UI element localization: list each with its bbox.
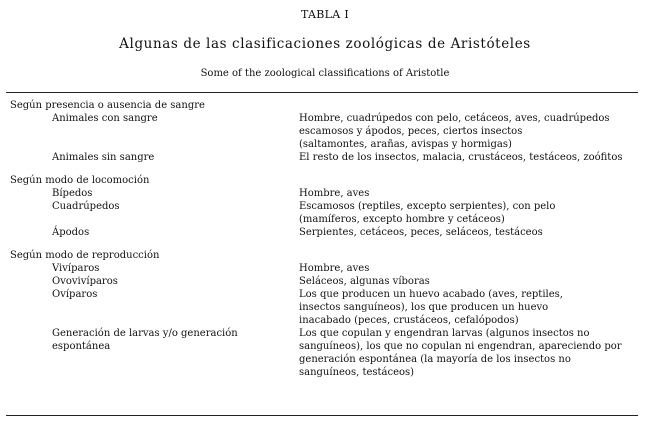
category-line: Ovíparos xyxy=(52,289,98,300)
description-line: Serpientes, cetáceos, peces, seláceos, testáceos xyxy=(299,227,543,238)
category-cell xyxy=(10,327,255,379)
table-title-spanish: Algunas de las clasificaciones zoológicas de Aristóteles xyxy=(119,36,531,52)
description-cell xyxy=(255,327,642,379)
classification-table xyxy=(10,99,642,389)
category-cell xyxy=(10,112,255,151)
table-label: TABLA I xyxy=(301,8,349,21)
description-cell xyxy=(255,112,642,151)
category-cell xyxy=(10,226,255,239)
description-cell xyxy=(255,200,642,226)
description-line: Los que copulan y engendran larvas (algunos insectos no xyxy=(299,328,590,339)
category-line: Bípedos xyxy=(52,188,93,199)
description-line: (saltamontes, arañas, avispas y hormigas) xyxy=(299,139,512,150)
table-section xyxy=(10,174,642,239)
category-line: Animales con sangre xyxy=(52,113,158,124)
description-line: (mamíferos, excepto hombre y cetáceos) xyxy=(299,214,505,225)
top-rule xyxy=(6,92,638,93)
table-row xyxy=(10,327,642,379)
table-title-english: Some of the zoological classifications of Aristotle xyxy=(200,68,450,79)
description-line: Escamosos (reptiles, excepto serpientes), con pelo xyxy=(299,201,556,212)
category-cell xyxy=(10,262,255,275)
description-cell xyxy=(255,262,642,275)
category-line: espontánea xyxy=(52,341,111,352)
bottom-rule xyxy=(6,415,638,416)
table-section xyxy=(10,249,642,379)
table-row xyxy=(10,200,642,226)
category-line: Animales sin sangre xyxy=(52,152,155,163)
category-line: Cuadrúpedos xyxy=(52,201,120,212)
category-cell xyxy=(10,275,255,288)
category-line: Ovovivíparos xyxy=(52,276,118,287)
section-title: Según modo de locomoción xyxy=(10,175,150,186)
table-section xyxy=(10,99,642,164)
table-row xyxy=(10,226,642,239)
category-line: Vivíparos xyxy=(52,263,100,274)
category-cell xyxy=(10,151,255,164)
category-cell xyxy=(10,187,255,200)
description-line: Seláceos, algunas víboras xyxy=(299,276,430,287)
description-line: Hombre, aves xyxy=(299,263,370,274)
table-row xyxy=(10,112,642,151)
description-line: generación espontánea (la mayoría de los insectos no xyxy=(299,354,571,365)
description-cell xyxy=(255,187,642,200)
description-cell xyxy=(255,275,642,288)
section-title: Según modo de reproducción xyxy=(10,250,160,261)
description-line: escamosos y ápodos, peces, ciertos insectos xyxy=(299,126,523,137)
description-line: Los que producen un huevo acabado (aves, reptiles, xyxy=(299,289,563,300)
category-cell xyxy=(10,288,255,327)
table-row xyxy=(10,262,642,275)
description-cell xyxy=(255,226,642,239)
description-line: sanguíneos), los que no copulan ni engendran, apareciendo por xyxy=(299,341,622,352)
table-row xyxy=(10,275,642,288)
description-line: Hombre, cuadrúpedos con pelo, cetáceos, aves, cuadrúpedos xyxy=(299,113,610,124)
description-line: sanguíneos, testáceos) xyxy=(299,367,415,378)
description-line: inacabado (peces, crustáceos, cefalópodos) xyxy=(299,315,519,326)
section-title: Según presencia o ausencia de sangre xyxy=(10,100,205,111)
description-line: insectos sanguíneos), los que producen un huevo xyxy=(299,302,549,313)
description-line: Hombre, aves xyxy=(299,188,370,199)
category-line: Ápodos xyxy=(52,227,90,238)
description-line: El resto de los insectos, malacia, crustáceos, testáceos, zoófitos xyxy=(299,152,623,163)
category-cell xyxy=(10,200,255,226)
description-cell xyxy=(255,288,642,327)
category-line: Generación de larvas y/o generación xyxy=(52,328,238,339)
table-row xyxy=(10,288,642,327)
table-row xyxy=(10,151,642,164)
table-row xyxy=(10,187,642,200)
description-cell xyxy=(255,151,642,164)
